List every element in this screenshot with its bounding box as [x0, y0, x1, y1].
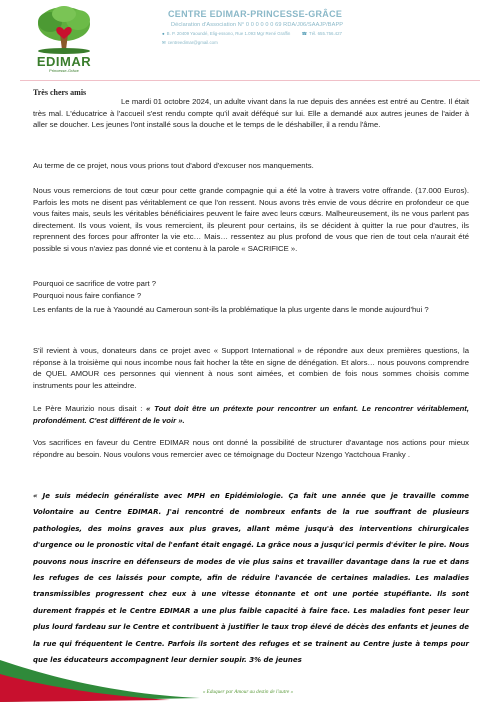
org-email-row [162, 40, 218, 46]
phone-icon: ☎ [301, 31, 308, 36]
org-title: CENTRE EDIMAR-PRINCESSE-GRÂCE [168, 9, 343, 19]
header-divider [20, 80, 480, 81]
edimar-logo [20, 4, 108, 78]
paragraph-testimony-intro: Vos sacrifices en faveur du Centre EDIMAR nous ont donné la possibilité de structurer d'avantage nos actions pour mieux répondre au besoin. Nous voulons vous remercier avec ce témoignage du Docteur Nzengo Yactchoua Franky . [33, 438, 469, 459]
paragraph-incident: Le mardi 01 octobre 2024, un adulte vivant dans la rue depuis des années est entré au Centre. Il était très mal. L'éducatrice à l'accueil s'est rendu compte qu'il avait déféqué sur lui. Elle a demandé aux autres jeunes de l'aider à aller se doucher. Les jeunes l'ont installé sous la douche et le temps de le déshabiller, il a rendu l'âme. [33, 97, 469, 130]
quote-lead: Le Père Maurizio nous disait : [33, 404, 143, 413]
org-address-row [162, 31, 342, 37]
paragraph-donors: S'il revient à vous, donateurs dans ce projet avec « Support International » de répondre aux deux premières questions, la réponse à la troisième qui nous incombe nous fait hocher la tête en signe de dénégation. Et alors… nous pouvons comprendre de QUEL AMOUR ces personnes qui viennent à nous sont aimées, et combien de fois nous sommes choisis comme instruments pour les atteindre. [33, 346, 469, 390]
paragraph-thanks: Nous vous remercions de tout cœur pour cette grande compagnie qui a été la votre à travers votre offrande. (17.000 Euros). Parfois les mots ne disent pas véritablement ce que l'on ressent. Nous avons très envie de vous décrire en profondeur ce que vous faites mais, seuls les véritables bénéficiaires peuvent le faire avec leurs cœurs. Malheureusement, ils ne vous parlent pas directement. Ils vous voient, ils vous remercient, ils pleurent pour certains, ils se décident à quitter la rue pour d'autres, ils reprennent des forces pour affronter la vie etc… Mais… ressentez au plus profond de vous que rien de tout cela n'aurait été possible si vous n'aviez pas donné vie et contenu à la parole « SACRIFICE ». [33, 186, 469, 253]
logo-wordmark: EDIMAR [36, 54, 92, 69]
maurizio-quote: « Tout doit être un prétexte pour rencontrer un enfant. Le rencontrer véritablement, profondément. C'est différent de le voir ». [33, 404, 469, 425]
question-sacrifice: Pourquoi ce sacrifice de votre part ? [33, 279, 157, 288]
tree-logo-icon [20, 4, 108, 56]
org-address: B. P. 20409 Yaoundé, Elig-essono, Rue 1.093 Mgr René Graffin [166, 31, 291, 36]
salutation: Très chers amis [33, 88, 87, 97]
paragraph-maurizio-quote [33, 403, 469, 426]
envelope-icon: ✉ [162, 40, 166, 45]
paragraph-questions [33, 278, 469, 301]
location-pin-icon: ● [162, 31, 165, 36]
logo-tagline: Princesse-Grâce [49, 68, 79, 73]
question-trust: Pourquoi nous faire confiance ? [33, 290, 142, 300]
org-email[interactable]: centreedimar@gmail.com [167, 40, 218, 45]
paragraph-street-children: Les enfants de la rue à Yaoundé au Cameroun sont-ils la problématique la plus urgente dans le monde aujourd'hui ? [33, 305, 429, 314]
doctor-testimony: « Je suis médecin généraliste avec MPH en Epidémiologie. Ça fait une année que je travaille comme Volontaire au Centre EDIMAR. J'ai rencontré de nombreux enfants de la rue souffrant de plusieurs pathologies, des moins graves aux plus graves, allant même jusqu'à des interventions chirurgicales d'urgence ou le pronostic vital de l'enfant était engagé. La grâce nous a jusqu'ici permis d'éviter le pire. Nous pouvons nous inscrire en défenseurs de modes de vie plus sains et travailler davantage dans la rue et dans les refuges de ces laissés pour compte, afin de réduire l'avancée de certaines maladies. Les maladies transmissibles progressent chez eux à une vitesse étonnante et ont une portée stupéfiante. Ils sont durement frappés et le Centre EDIMAR a une plus faible capacité à faire face. Les maladies font peser leur plus lourd fardeau sur le Centre et contribuent à justifier le taux trop élevé de décès des enfants et jeunes de la rue qui fréquentent le Centre. Parfois ils sortent des refuges et se trainent au Centre juste à temps pour que les éducateurs accompagnent leur dernier soupir. 3% de jeunes [33, 492, 469, 665]
org-declaration: Déclaration d'Association N° 0 0 0 0 0 0 69 RDA/J06/SAAJP/BAPP [171, 22, 344, 28]
paragraph-apology: Au terme de ce projet, nous vous prions tout d'abord d'excuser nos manquements. [33, 161, 314, 170]
footer-slogan: « Eduquer par Amour au destin de l'autre » [202, 689, 294, 695]
org-phone: Tél. 655.756.427 [309, 31, 343, 36]
